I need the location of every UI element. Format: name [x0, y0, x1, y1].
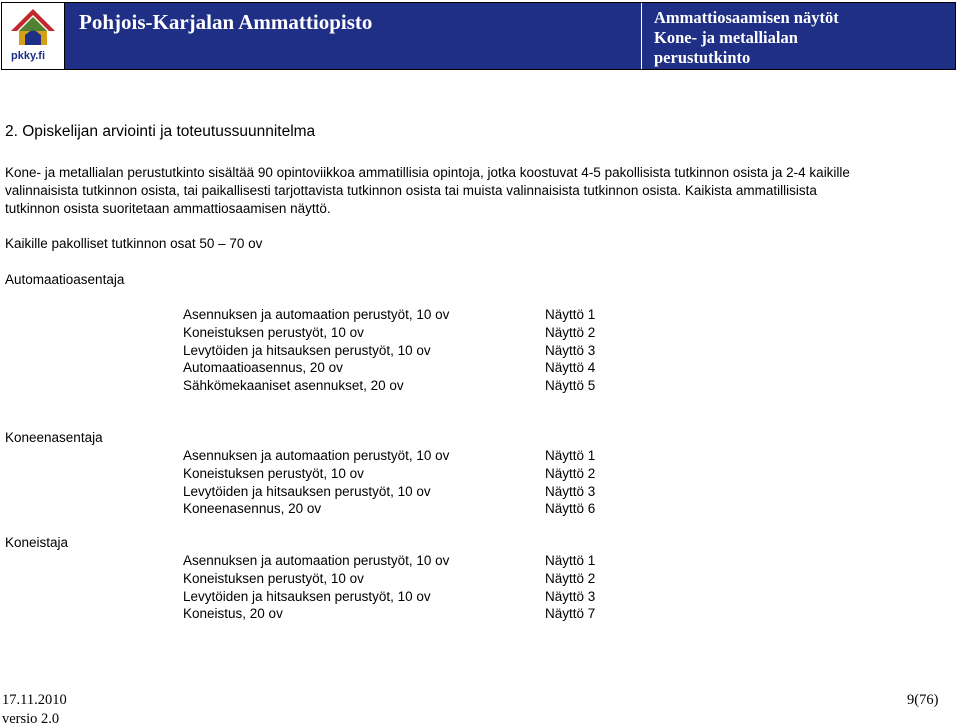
group-row-part: Levytöiden ja hitsauksen perustyöt, 10 ov — [183, 484, 431, 499]
group-row-demo: Näyttö 2 — [545, 571, 596, 586]
group-row-demo: Näyttö 3 — [545, 589, 596, 604]
group-row-demo: Näyttö 1 — [545, 307, 596, 322]
header-right-cell — [642, 3, 955, 69]
group-row-part: Levytöiden ja hitsauksen perustyöt, 10 ov — [183, 343, 431, 358]
footer-page-number: 9(76) — [907, 692, 939, 708]
document-header — [1, 2, 956, 70]
mandatory-heading: Kaikille pakolliset tutkinnon osat 50 – 70 ov — [5, 236, 263, 251]
school-name: Pohjois-Karjalan Ammattiopisto — [79, 10, 373, 34]
group-row-part: Asennuksen ja automaation perustyöt, 10 ov — [183, 448, 450, 463]
logo-text: pkky.fi — [11, 50, 46, 62]
group-row-part: Automaatioasennus, 20 ov — [183, 360, 343, 375]
header-right-line-3: perustutkinto — [654, 48, 751, 67]
group-row-part: Koneistus, 20 ov — [183, 606, 283, 621]
logo-cell — [2, 3, 65, 69]
group-row-demo: Näyttö 3 — [545, 484, 596, 499]
school-logo-icon — [3, 5, 63, 53]
group-row-demo: Näyttö 3 — [545, 343, 596, 358]
intro-line: tutkinnon osista suoritetaan ammattiosaamisen näyttö. — [5, 201, 331, 216]
intro-paragraph — [5, 164, 955, 218]
group-row-demo: Näyttö 2 — [545, 325, 596, 340]
group-row-part: Asennuksen ja automaation perustyöt, 10 ov — [183, 307, 450, 322]
group-row-part: Koneistuksen perustyöt, 10 ov — [183, 466, 364, 481]
group-row-demo: Näyttö 2 — [545, 466, 596, 481]
intro-line: valinnaisista tutkinnon osista, tai paikallisesti tarjottavista tutkinnon osista tai muista valinnaisista tutkinnon osista. Kaikista ammatillisista — [5, 183, 817, 198]
group-row-demo: Näyttö 6 — [545, 501, 596, 516]
title-cell — [65, 3, 642, 69]
header-right-line-2: Kone- ja metallialan — [654, 28, 798, 47]
group-row-demo: Näyttö 5 — [545, 378, 596, 393]
group-title-koneistaja: Koneistaja — [5, 535, 69, 550]
group-title-koneenasentaja: Koneenasentaja — [5, 430, 103, 445]
group-row-demo: Näyttö 1 — [545, 448, 596, 463]
footer-date: 17.11.2010 — [2, 692, 67, 708]
group-row-part: Koneenasennus, 20 ov — [183, 501, 322, 516]
group-row-part: Levytöiden ja hitsauksen perustyöt, 10 ov — [183, 589, 431, 604]
group-row-part: Sähkömekaaniset asennukset, 20 ov — [183, 378, 404, 393]
group-row-demo: Näyttö 4 — [545, 360, 596, 375]
group-row-part: Koneistuksen perustyöt, 10 ov — [183, 571, 364, 586]
group-row-demo: Näyttö 7 — [545, 606, 596, 621]
header-right-line-1: Ammattiosaamisen näytöt — [654, 8, 839, 27]
intro-line: Kone- ja metallialan perustutkinto sisältää 90 opintoviikkoa ammatillisia opintoja, jotka koostuvat 4-5 pakollisista tutkinnon osista ja 2-4 kaikille — [5, 165, 850, 180]
footer-version: versio 2.0 — [2, 711, 60, 727]
group-row-part: Koneistuksen perustyöt, 10 ov — [183, 325, 364, 340]
group-row-part: Asennuksen ja automaation perustyöt, 10 ov — [183, 553, 450, 568]
section-title: 2. Opiskelijan arviointi ja toteutussuunnitelma — [5, 123, 316, 140]
group-row-demo: Näyttö 1 — [545, 553, 596, 568]
group-title-automaatioasentaja: Automaatioasentaja — [5, 272, 125, 287]
